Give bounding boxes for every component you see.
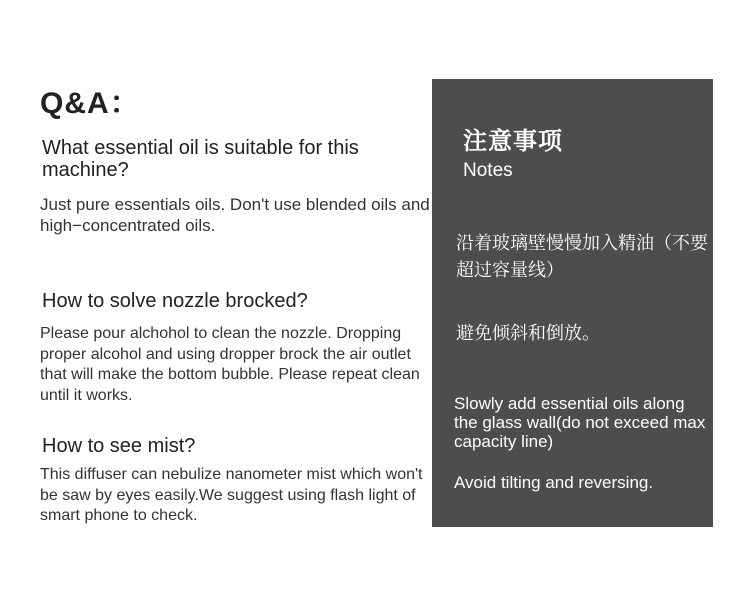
question-nozzle: How to solve nozzle brocked? — [42, 290, 308, 312]
question-oil: What essential oil is suitable for this machine? — [42, 137, 359, 181]
notes-en-item-2: Avoid tilting and reversing. — [454, 473, 654, 492]
question-mist: How to see mist? — [42, 435, 196, 457]
notes-title-en: Notes — [463, 160, 513, 181]
notes-cn-item-2: 避免倾斜和倒放。 — [456, 323, 600, 343]
answer-oil: Just pure essentials oils. Don't use blended oils and high−concentrated oils. — [40, 195, 430, 235]
notes-en-item-1: Slowly add essential oils along the glass wall(do not exceed max capacity line) — [454, 394, 706, 451]
notes-cn-item-1: 沿着玻璃壁慢慢加入精油（不要超过容量线） — [456, 233, 708, 280]
qa-heading: Q&A： — [40, 87, 141, 120]
notes-panel — [432, 79, 713, 527]
answer-nozzle: Please pour alchohol to clean the nozzle. Dropping proper alcohol and using dropper brock the air outlet that will make the bottom bubble. Please repeat clean until it works. — [40, 325, 420, 404]
notes-title-cn: 注意事项 — [463, 128, 563, 155]
answer-mist: This diffuser can nebulize nanometer mist which won't be saw by eyes easily.We suggest using flash light of smart phone to check. — [40, 466, 423, 524]
